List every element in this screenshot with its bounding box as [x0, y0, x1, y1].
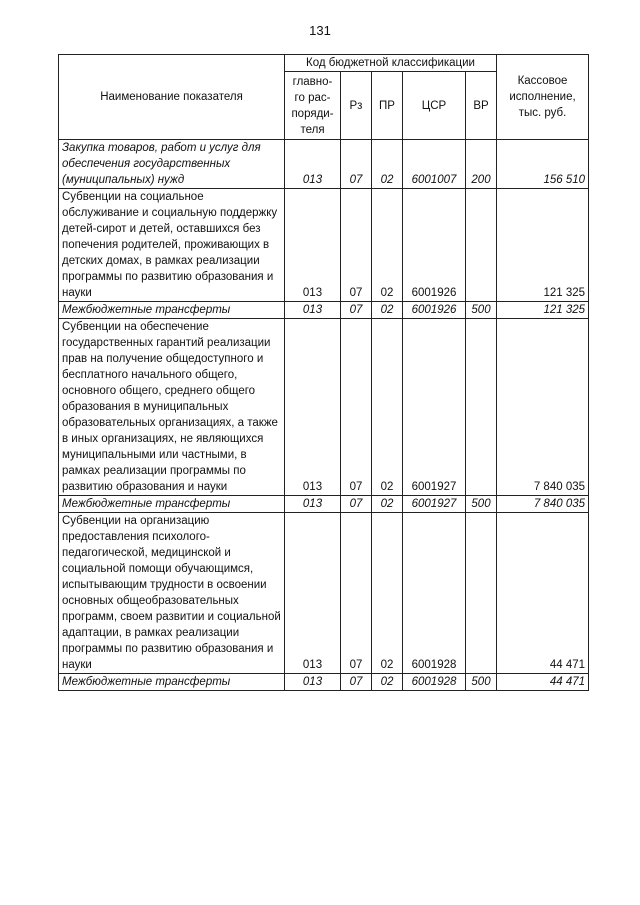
cell-name: Закупка товаров, работ и услуг для обеспечения государственных (муниципальных) нужд [59, 140, 285, 189]
cell-pr: 02 [372, 319, 403, 496]
cell-csr: 6001927 [403, 496, 466, 513]
cell-csr: 6001926 [403, 302, 466, 319]
cell-name: Межбюджетные трансферты [59, 674, 285, 691]
cell-name: Субвенции на социальное обслуживание и социальную поддержку детей-сирот и детей, оставшихся без попечения родителей, проживающих в детских домах, в рамках реализации программы по развитию образования и науки [59, 189, 285, 302]
table-row [59, 319, 589, 496]
table-row [59, 189, 589, 302]
cell-vr: 500 [466, 496, 497, 513]
cell-rz: 07 [341, 513, 372, 674]
cell-name: Межбюджетные трансферты [59, 302, 285, 319]
cell-amount: 7 840 035 [497, 496, 589, 513]
cell-amount: 44 471 [497, 674, 589, 691]
header-pr: ПР [372, 72, 403, 140]
cell-csr: 6001927 [403, 319, 466, 496]
header-rz: Рз [341, 72, 372, 140]
cell-pr: 02 [372, 674, 403, 691]
budget-table [58, 54, 589, 691]
cell-csr: 6001926 [403, 189, 466, 302]
cell-rz: 07 [341, 189, 372, 302]
cell-vr [466, 319, 497, 496]
cell-name: Субвенции на организацию предоставления психолого-педагогической, медицинской и социальной помощи обучающимся, испытывающим трудности в освоении основных общеобразовательных программ, своем развитии и социальной адаптации, в рамках реализации программы по развитию образования и науки [59, 513, 285, 674]
table-row [59, 140, 589, 189]
cell-amount: 7 840 035 [497, 319, 589, 496]
table-row [59, 513, 589, 674]
cell-rz: 07 [341, 302, 372, 319]
cell-amount: 121 325 [497, 189, 589, 302]
cell-chief-manager: 013 [285, 140, 341, 189]
cell-vr: 500 [466, 302, 497, 319]
cell-vr: 500 [466, 674, 497, 691]
cell-chief-manager: 013 [285, 319, 341, 496]
header-cash-execution: Кассовое исполнение, тыс. руб. [497, 55, 589, 140]
cell-csr: 6001007 [403, 140, 466, 189]
cell-name: Межбюджетные трансферты [59, 496, 285, 513]
cell-chief-manager: 013 [285, 496, 341, 513]
cell-pr: 02 [372, 513, 403, 674]
cell-pr: 02 [372, 140, 403, 189]
cell-amount: 156 510 [497, 140, 589, 189]
table-row [59, 496, 589, 513]
cell-chief-manager: 013 [285, 302, 341, 319]
cell-chief-manager: 013 [285, 674, 341, 691]
cell-amount: 44 471 [497, 513, 589, 674]
header-csr: ЦСР [403, 72, 466, 140]
table-row [59, 302, 589, 319]
cell-pr: 02 [372, 302, 403, 319]
header-name: Наименование показателя [59, 55, 285, 140]
cell-chief-manager: 013 [285, 513, 341, 674]
cell-rz: 07 [341, 140, 372, 189]
cell-rz: 07 [341, 496, 372, 513]
cell-rz: 07 [341, 319, 372, 496]
cell-amount: 121 325 [497, 302, 589, 319]
cell-vr [466, 513, 497, 674]
cell-csr: 6001928 [403, 513, 466, 674]
header-vr: ВР [466, 72, 497, 140]
cell-name: Субвенции на обеспечение государственных гарантий реализации прав на получение общедоступного и бесплатного начального общего, основного общего, среднего общего образования в муниципальных образовательных организациях, а также в иных организациях, не являющихся муниципальными или частными, в рамках реализации программы по развитию образования и науки [59, 319, 285, 496]
header-classification-code: Код бюджетной классификации [285, 55, 497, 72]
cell-vr [466, 189, 497, 302]
cell-chief-manager: 013 [285, 189, 341, 302]
cell-csr: 6001928 [403, 674, 466, 691]
table-row [59, 674, 589, 691]
header-chief-manager: главно-го рас-поряди-теля [285, 72, 341, 140]
page-number: 131 [309, 23, 331, 38]
cell-pr: 02 [372, 496, 403, 513]
cell-pr: 02 [372, 189, 403, 302]
cell-vr: 200 [466, 140, 497, 189]
cell-rz: 07 [341, 674, 372, 691]
